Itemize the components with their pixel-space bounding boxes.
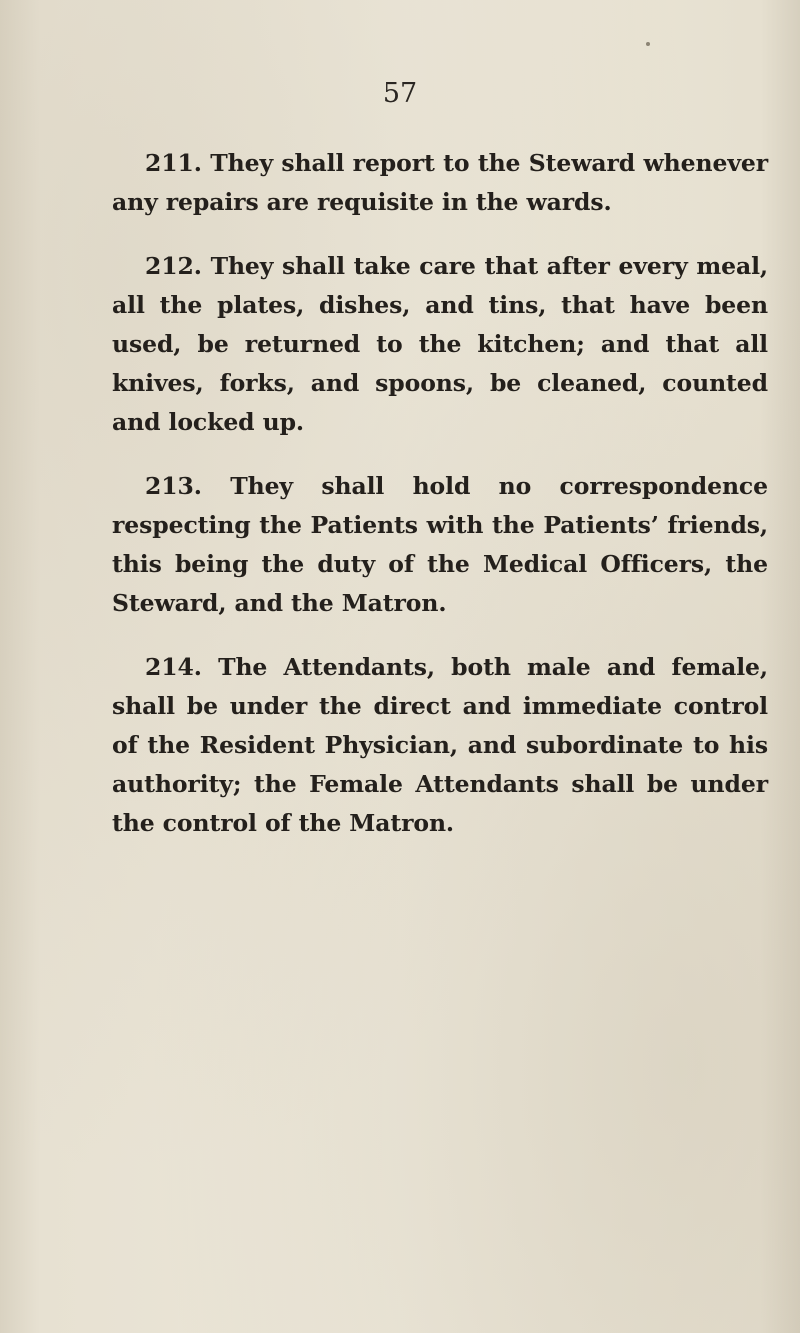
paragraph-text: The Attendants, both male and female, shall be under the direct and immediate control of the Resident Physician, and subordinate to his authority; the Female Attendants shall be under the control of the Matron. [112,653,768,837]
paragraph-number: 212. [145,252,202,280]
page-body [112,144,768,868]
paragraph-text: They shall take care that after every meal, all the plates, dishes, and tins, that have been used, be returned to the kitchen; and that all knives, forks, and spoons, be cleaned, counted and locked up. [112,252,768,436]
paragraph-214 [112,648,768,843]
paragraph-text: They shall hold no correspondence respecting the Patients with the Patients’ friends, this being the duty of the Medical Officers, the Steward, and the Matron. [112,472,768,617]
paper-speck [646,42,650,46]
paragraph-number: 213. [145,472,202,500]
paragraph-number: 214. [145,653,202,681]
paragraph-213 [112,467,768,623]
paragraph-number: 211. [145,149,202,177]
paragraph-text: They shall report to the Steward whenever any repairs are requisite in the wards. [112,149,769,216]
paragraph-211 [112,144,768,222]
page-number: 57 [382,78,418,109]
paragraph-212 [112,247,768,442]
